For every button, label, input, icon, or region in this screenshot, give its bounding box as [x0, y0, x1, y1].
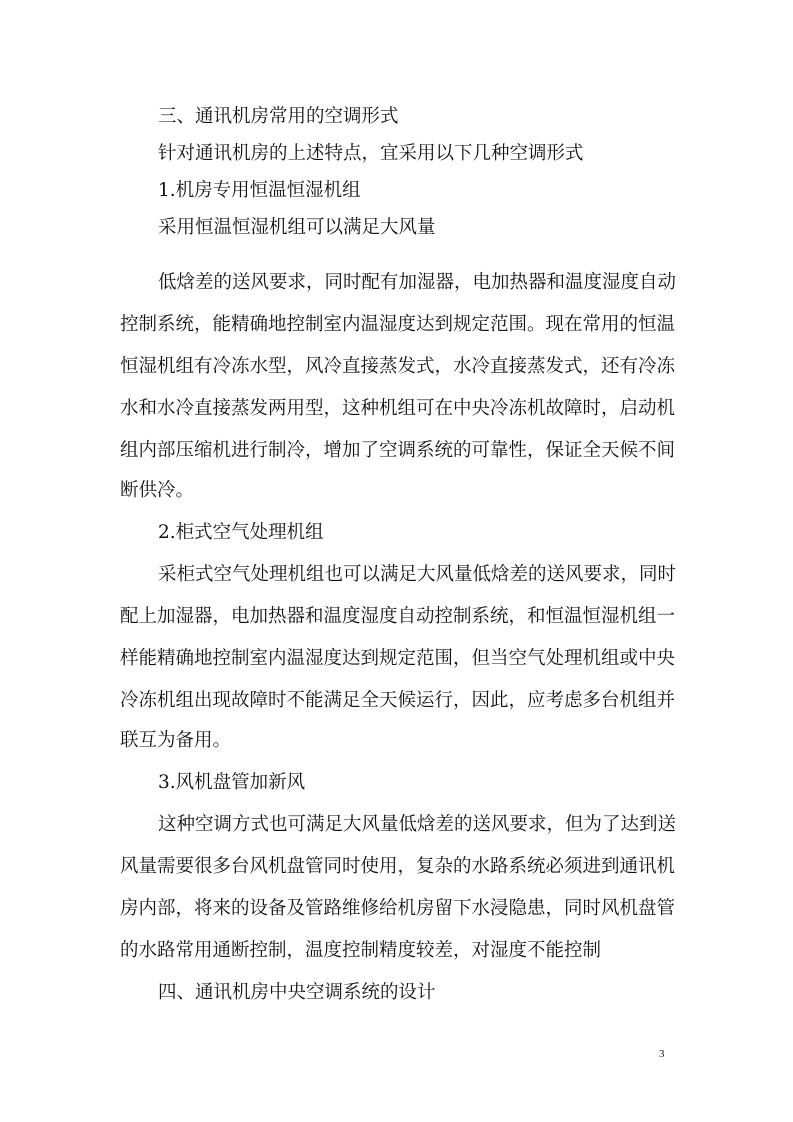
text-line: 联互为备用。: [120, 730, 232, 751]
text-line: 采用恒温恒湿机组可以满足大风量: [158, 217, 436, 238]
text-line: 配上加湿器，电加热器和温度湿度自动控制系统，和恒温恒湿机组一: [120, 606, 676, 627]
text-line: 三、通讯机房常用的空调形式: [158, 106, 399, 127]
text-line: 采柜式空气处理机组也可以满足大风量低焓差的送风要求，同时: [158, 564, 677, 585]
text-line: 组内部压缩机进行制冷，增加了空调系统的可靠性，保证全天候不间: [120, 440, 676, 461]
text-line: 1.机房专用恒温恒湿机组: [158, 180, 361, 201]
text-line: 3.风机盘管加新风: [158, 772, 306, 793]
text-line: 风量需要很多台风机盘管同时使用，复杂的水路系统必须进到通讯机: [120, 856, 676, 877]
text-line: 房内部，将来的设备及管路维修给机房留下水浸隐患，同时风机盘管: [120, 898, 676, 919]
text-line: 低焓差的送风要求，同时配有加湿器，电加热器和温度湿度自动: [158, 272, 677, 293]
text-line: 2.柜式空气处理机组: [158, 522, 324, 543]
text-line: 这种空调方式也可满足大风量低焓差的送风要求，但为了达到送: [158, 814, 677, 835]
text-line: 针对通讯机房的上述特点，宜采用以下几种空调形式: [158, 143, 584, 164]
text-line: 恒湿机组有冷冻水型，风冷直接蒸发式，水冷直接蒸发式，还有冷冻: [120, 356, 676, 377]
text-line: 控制系统，能精确地控制室内温湿度达到规定范围。现在常用的恒温: [120, 314, 676, 335]
text-line: 水和水冷直接蒸发两用型，这种机组可在中央冷冻机故障时，启动机: [120, 398, 676, 419]
page-number: 3: [659, 1048, 665, 1060]
text-line: 四、通讯机房中央空调系统的设计: [158, 982, 436, 1003]
text-line: 断供冷。: [120, 480, 195, 501]
text-line: 样能精确地控制室内温湿度达到规定范围，但当空气处理机组或中央: [120, 648, 676, 669]
text-line: 冷冻机组出现故障时不能满足全天候运行，因此，应考虑多台机组并: [120, 690, 676, 711]
text-line: 的水路常用通断控制，温度控制精度较差，对湿度不能控制: [120, 940, 602, 961]
